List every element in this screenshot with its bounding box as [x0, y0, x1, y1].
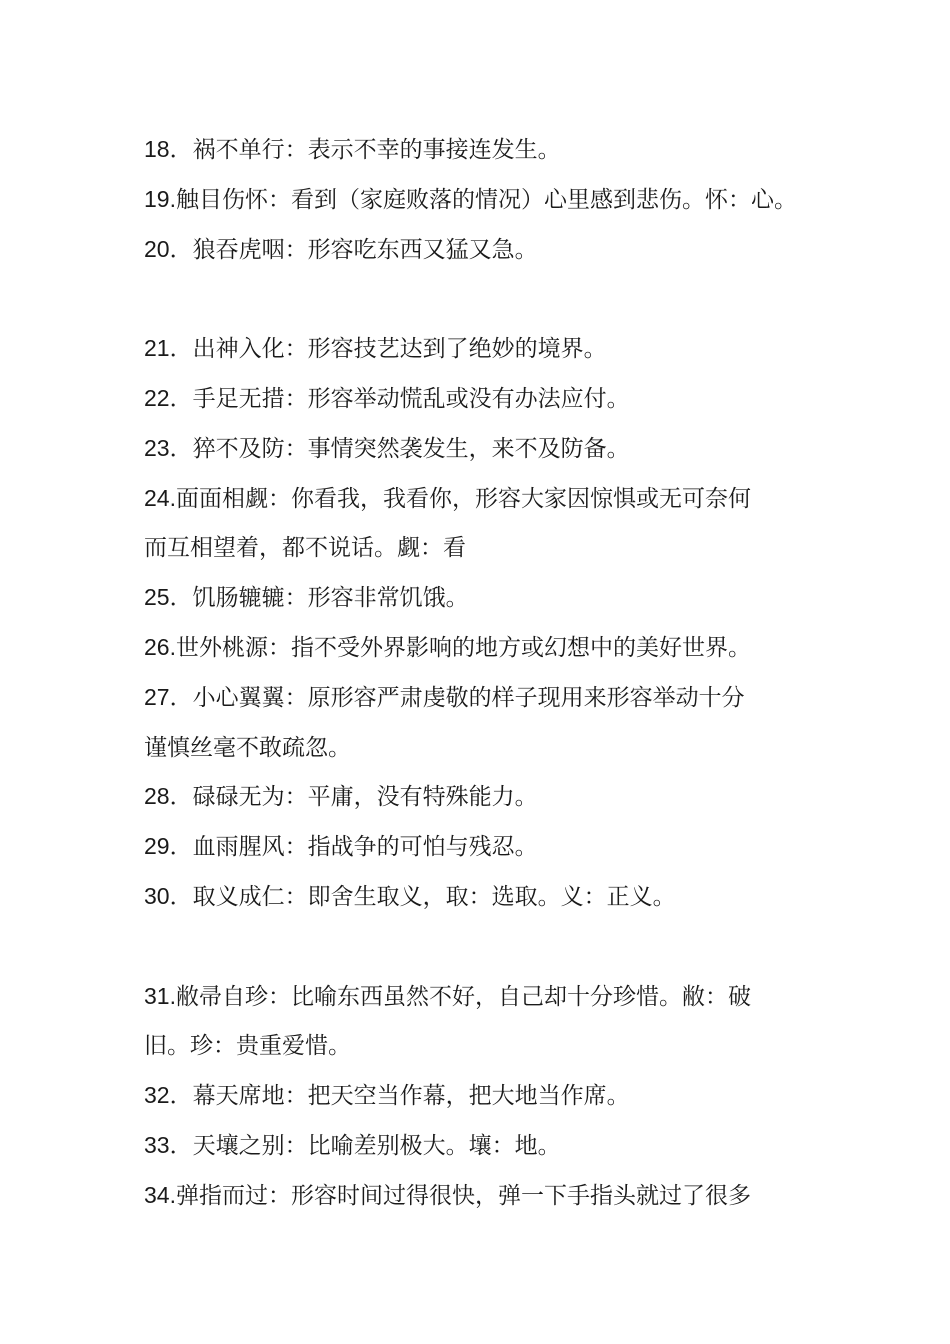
- idiom-list: [144, 125, 834, 1221]
- item-text: 祸不单行：表示不幸的事接连发生。: [192, 137, 561, 163]
- item-number: 34.: [144, 1181, 176, 1208]
- list-item: [144, 374, 834, 424]
- item-number: 27．: [144, 683, 193, 710]
- list-item: [144, 822, 834, 872]
- item-text: 出神入化：形容技艺达到了绝妙的境界。: [192, 336, 607, 363]
- list-item: [144, 474, 834, 524]
- item-text: 世外桃源：指不受外界影响的地方或幻想中的美好世界。: [175, 634, 751, 661]
- item-text: 取义成仁：即舍生取义，取：选取。义：正义。: [192, 883, 676, 910]
- item-number: 28．: [144, 783, 193, 810]
- list-item: [144, 424, 834, 474]
- item-text: 触目伤怀：看到（家庭败落的情况）心里感到悲伤。怀：心。: [175, 186, 797, 213]
- list-item: [144, 972, 834, 1022]
- list-item: [144, 225, 834, 275]
- list-item: [144, 772, 834, 822]
- list-item: [144, 872, 834, 922]
- blank-line: [144, 274, 834, 324]
- item-text: 面面相觑：你看我，我看你，形容大家因惊惧或无可奈何: [175, 485, 751, 512]
- item-text: 弹指而过：形容时间过得很快，弹一下手指头就过了很多: [175, 1182, 751, 1209]
- item-text: 天壤之别：比喻差别极大。壤：地。: [192, 1132, 561, 1159]
- item-text: 狼吞虎咽：形容吃东西又猛又急。: [192, 236, 538, 263]
- list-item: [144, 1071, 834, 1121]
- list-item: [144, 623, 834, 673]
- item-number: 19.: [144, 185, 176, 212]
- item-number: 25．: [144, 584, 193, 611]
- item-number: 24.: [144, 484, 176, 511]
- item-number: 29．: [144, 833, 193, 860]
- item-number: 31.: [144, 982, 176, 1009]
- item-text: 血雨腥风：指战争的可怕与残忍。: [192, 834, 538, 861]
- item-number: 21．: [144, 335, 193, 362]
- list-item-continuation: [144, 1021, 834, 1071]
- item-number: 33．: [144, 1131, 193, 1158]
- item-text: 谨慎丝毫不敢疏忽。: [144, 734, 351, 761]
- list-item: [144, 573, 834, 623]
- blank-line: [144, 922, 834, 972]
- item-number: 18．: [144, 136, 193, 162]
- item-number: 32．: [144, 1082, 193, 1109]
- item-text: 手足无措：形容举动慌乱或没有办法应付。: [192, 385, 630, 412]
- list-item: [144, 673, 834, 723]
- item-number: 23．: [144, 434, 193, 461]
- item-text: 小心翼翼：原形容严肃虔敬的样子现用来形容举动十分: [192, 684, 745, 711]
- list-item: [144, 175, 834, 225]
- item-text: 而互相望着，都不说话。觑：看: [144, 535, 466, 562]
- item-number: 20．: [144, 235, 193, 262]
- item-number: 22．: [144, 384, 193, 411]
- item-number: 26.: [144, 633, 176, 660]
- item-text: 猝不及防：事情突然袭发生，来不及防备。: [192, 435, 630, 462]
- list-item: [144, 324, 834, 374]
- list-item-continuation: [144, 723, 834, 773]
- item-text: 幕天席地：把天空当作幕，把大地当作席。: [192, 1083, 630, 1110]
- item-text: 碌碌无为：平庸，没有特殊能力。: [192, 784, 538, 811]
- list-item-continuation: [144, 523, 834, 573]
- item-text: 敝帚自珍：比喻东西虽然不好，自己却十分珍惜。敝：破: [175, 983, 751, 1010]
- list-item: [144, 1121, 834, 1171]
- item-text: 旧。珍：贵重爱惜。: [144, 1033, 351, 1060]
- item-number: 30．: [144, 882, 193, 909]
- list-item: [144, 125, 834, 175]
- list-item: [144, 1171, 834, 1221]
- item-text: 饥肠辘辘：形容非常饥饿。: [192, 585, 469, 612]
